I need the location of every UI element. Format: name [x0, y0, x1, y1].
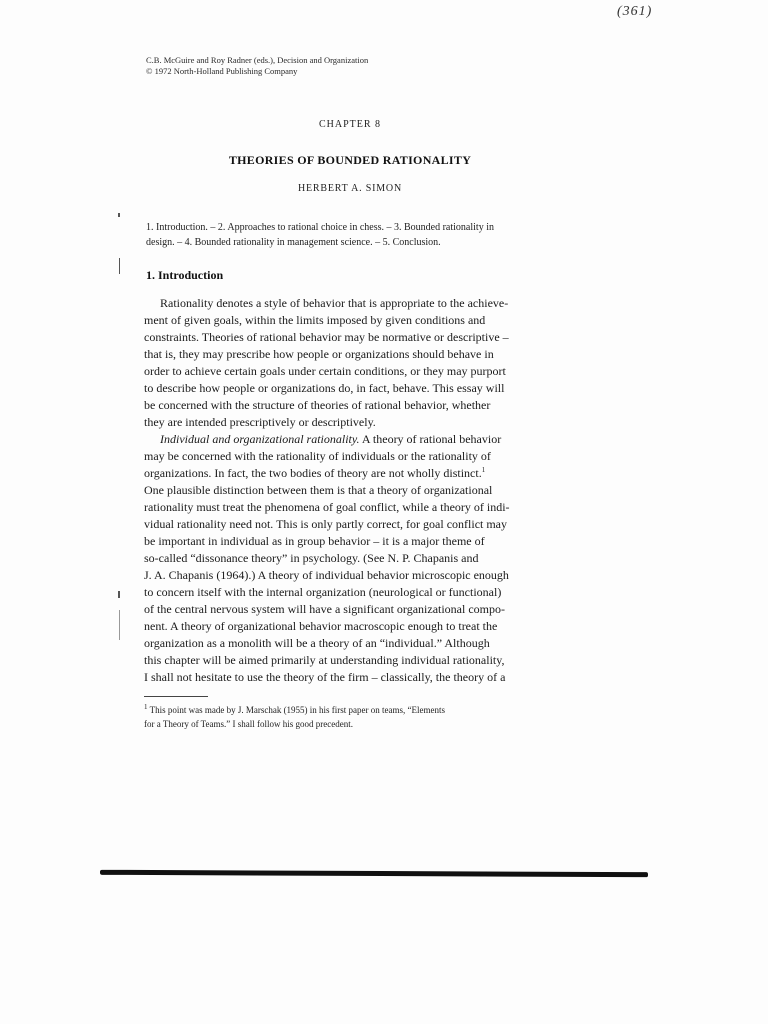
footnote [144, 703, 544, 731]
chapter-author: HERBERT A. SIMON [298, 183, 402, 194]
body-line: of the central nervous system will have a significant organizational compo- [144, 602, 506, 616]
body-line: to concern itself with the internal organization (neurological or functional) [144, 585, 502, 599]
footnote-reference: 1 [481, 466, 486, 474]
margin-mark [118, 591, 120, 598]
body-line: ment of given goals, within the limits imposed by given conditions and [144, 313, 486, 327]
contents-line: 1. Introduction. – 2. Approaches to rational choice in chess. – 3. Bounded rationality in [146, 222, 494, 233]
contents-line: design. – 4. Bounded rationality in management science. – 5. Conclusion. [146, 237, 441, 248]
editors-line: C.B. McGuire and Roy Radner (eds.), Decision and Organization [146, 55, 369, 65]
body-line: nent. A theory of organizational behavior macroscopic enough to treat the [144, 619, 498, 633]
body-line: that is, they may prescribe how people or organizations should behave in [144, 347, 494, 361]
body-line-rest: A theory of rational behavior [359, 432, 502, 446]
chapter-contents [146, 220, 546, 250]
footnote-marker: 1 [144, 703, 148, 711]
body-line: to describe how people or organizations do, in fact, behave. This essay will [144, 381, 505, 395]
footnote-line [144, 703, 544, 717]
body-line: order to achieve certain goals under certain conditions, or they may purport [144, 364, 506, 378]
body-line: this chapter will be aimed primarily at understanding individual rationality, [144, 653, 505, 667]
copyright-line: © 1972 North-Holland Publishing Company [146, 66, 298, 76]
page-number-annotation: (361) [617, 4, 653, 19]
footnote-divider [144, 696, 208, 697]
chapter-title: THEORIES OF BOUNDED RATIONALITY [228, 153, 472, 167]
section-heading: 1. Introduction [146, 268, 224, 282]
footnote-line: for a Theory of Teams.” I shall follow his good precedent. [144, 719, 353, 729]
scan-edge-bar [100, 870, 648, 877]
body-line: J. A. Chapanis (1964).) A theory of individual behavior microscopic enough [144, 568, 509, 582]
body-line: organization as a monolith will be a theory of an “individual.” Although [144, 636, 490, 650]
body-line: they are intended prescriptively or descriptively. [144, 415, 376, 429]
body-line-text: organizations. In fact, the two bodies of theory are not wholly distinct. [144, 466, 482, 480]
margin-mark [119, 610, 120, 640]
publication-header [146, 55, 368, 77]
chapter-label: CHAPTER 8 [318, 119, 382, 130]
run-in-heading: Individual and organizational rationality. [160, 432, 360, 446]
margin-mark [119, 258, 120, 274]
body-line: constraints. Theories of rational behavior may be normative or descriptive – [144, 330, 509, 344]
body-line: may be concerned with the rationality of individuals or the rationality of [144, 449, 491, 463]
body-line: One plausible distinction between them is that a theory of organizational [144, 483, 493, 497]
body-line: be important in individual as in group behavior – it is a major theme of [144, 534, 485, 548]
margin-mark [118, 213, 120, 217]
body-line [144, 431, 544, 448]
body-line: Rationality denotes a style of behavior that is appropriate to the achieve- [160, 296, 509, 310]
body-line: so-called “dissonance theory” in psychology. (See N. P. Chapanis and [144, 551, 479, 565]
body-line: vidual rationality need not. This is only partly correct, for goal conflict may [144, 517, 508, 531]
body-line: I shall not hesitate to use the theory of the firm – classically, the theory of a [144, 670, 506, 684]
footnote-text: This point was made by J. Marschak (1955) in his first paper on teams, “Elements [147, 705, 446, 715]
body-line: be concerned with the structure of theories of rational behavior, whether [144, 398, 491, 412]
body-text [144, 295, 544, 686]
body-line [144, 465, 544, 482]
body-line: rationality must treat the phenomena of goal conflict, while a theory of indi- [144, 500, 510, 514]
